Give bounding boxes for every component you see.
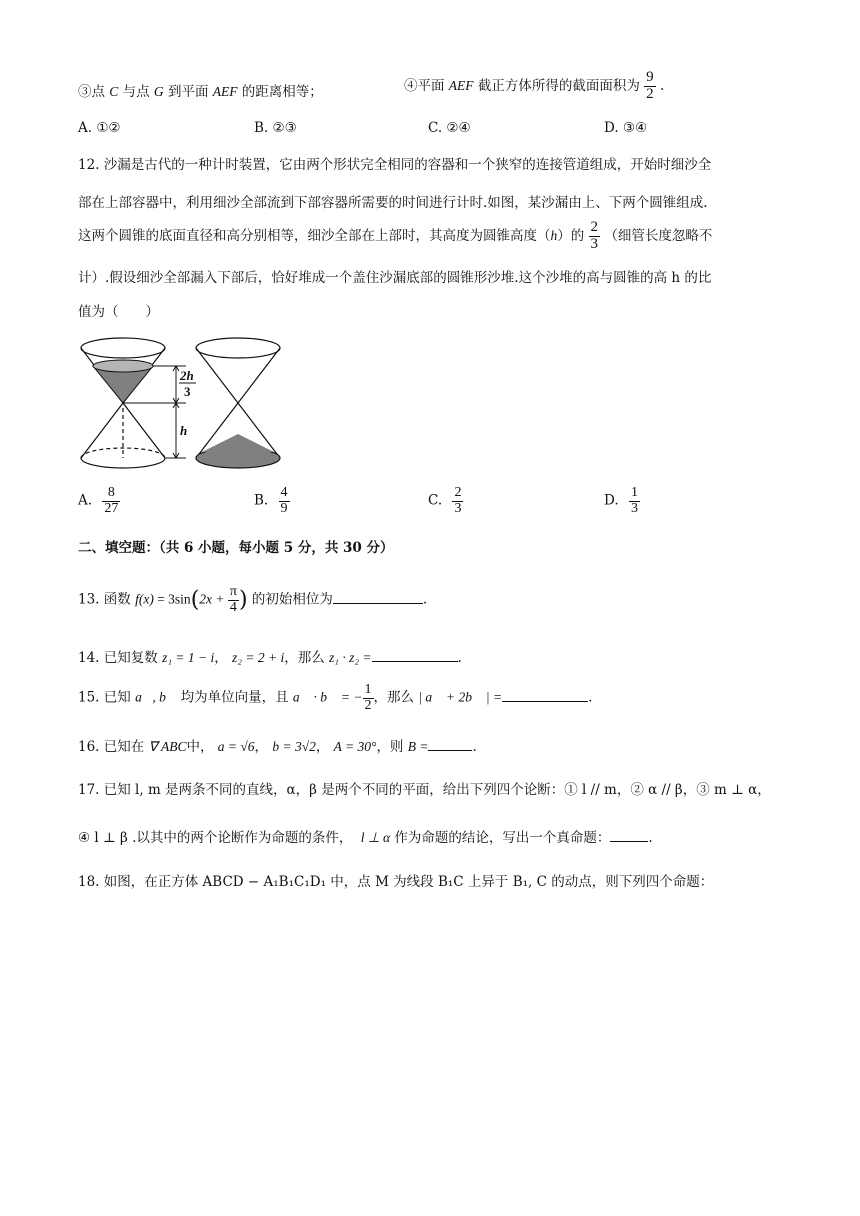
q13: 13. 函数 f(x) = 3sin(2x + $\frac{\pi}{4}$ ) 的初始相位为 . <box>78 584 428 615</box>
q18-line-1: 18. 如图，在正方体 ABCD − A₁B₁C₁D₁ 中，点 M 为线段 B₁C 上异于 B₁, C 的动点，则下列四个命题： <box>78 874 714 890</box>
q12-option-a: A. $\frac{8}{27}$ <box>78 485 119 516</box>
q12-option-c: C. $\frac{2}{3}$ <box>428 485 462 516</box>
label-3: 3 <box>184 384 191 399</box>
q17-line-2: ④ l ⊥ β .以其中的两个论断作为命题的条件， l ⊥ α 作为命题的结论，写出一个真命题： . <box>78 830 653 846</box>
section-2-title: 二、填空题：（共 6 小题，每小题 5 分，共 30 分） <box>78 540 394 556</box>
q12-line-3: 这两个圆锥的底面直径和高分别相等，细沙全部在上部时，其高度为圆锥高度（h）的 $\frac{2}{3}$ （细管长度忽略不 <box>78 219 713 252</box>
q17-line-1: 17. 已知 l, m 是两条不同的直线，α，β 是两个不同的平面，给出下列四个论断：① l // m，② α // β，③ m ⊥ α， <box>78 782 771 798</box>
q12-fraction: $\frac{2}{3}$ <box>590 219 599 252</box>
hourglass-figure <box>76 330 291 480</box>
q15: 15. 已知 a⃗, b⃗ 均为单位向量，且 a⃗ · b⃗ = − $\frac{1}{2}$ ，那么 | a⃗ + 2b⃗ | = . <box>78 682 593 713</box>
q16: 16. 已知在 ∇ ABC中， a = √6， b = 3√2， A = 30°，则 B = . <box>78 739 477 755</box>
q16-answer-blank[interactable] <box>428 738 472 751</box>
q12-line-5: 值为（ ） <box>78 304 159 320</box>
label-2h: 2h <box>180 368 194 383</box>
q11-item4: ④平面 AEF 截正方体所得的截面面积为 $\frac{9}{2}$ . <box>404 69 665 102</box>
q11-item3: ③点 C 与点 G 到平面 AEF 的距离相等； <box>78 84 323 100</box>
q15-answer-blank[interactable] <box>502 689 588 702</box>
q12-line-1: 12. 沙漏是古代的一种计时装置，它由两个形状完全相同的容器和一个狭窄的连接管道组成，开始时细沙全 <box>78 157 712 173</box>
q13-answer-blank[interactable] <box>333 591 423 604</box>
q14: 14. 已知复数 z₁ = 1 − i， z₂ = 2 + i，那么 z₁ · z₂ = . <box>78 650 462 666</box>
q11-fraction: $\frac{9}{2}$ <box>646 69 654 102</box>
q11-option-a: A. ①② <box>78 120 121 136</box>
sand-surface <box>93 360 153 372</box>
q12-option-b: B. $\frac{4}{9}$ <box>254 485 288 516</box>
label-h: h <box>180 423 188 438</box>
q11-option-d: D. ③④ <box>604 120 648 136</box>
q11-option-c: C. ②④ <box>428 120 471 136</box>
q12-option-d: D. $\frac{1}{3}$ <box>604 485 638 516</box>
q12-line-4: 计）.假设细沙全部漏入下部后，恰好堆成一个盖住沙漏底部的圆锥形沙堆.这个沙堆的高与圆锥的高 h 的比 <box>78 270 712 286</box>
q17-answer-blank[interactable] <box>610 829 648 842</box>
q11-option-b: B. ②③ <box>254 120 297 136</box>
q12-line-2: 部在上部容器中，利用细沙全部流到下部容器所需要的时间进行计时.如图，某沙漏由上、下两个圆锥组成. <box>78 195 708 211</box>
q14-answer-blank[interactable] <box>372 649 458 662</box>
